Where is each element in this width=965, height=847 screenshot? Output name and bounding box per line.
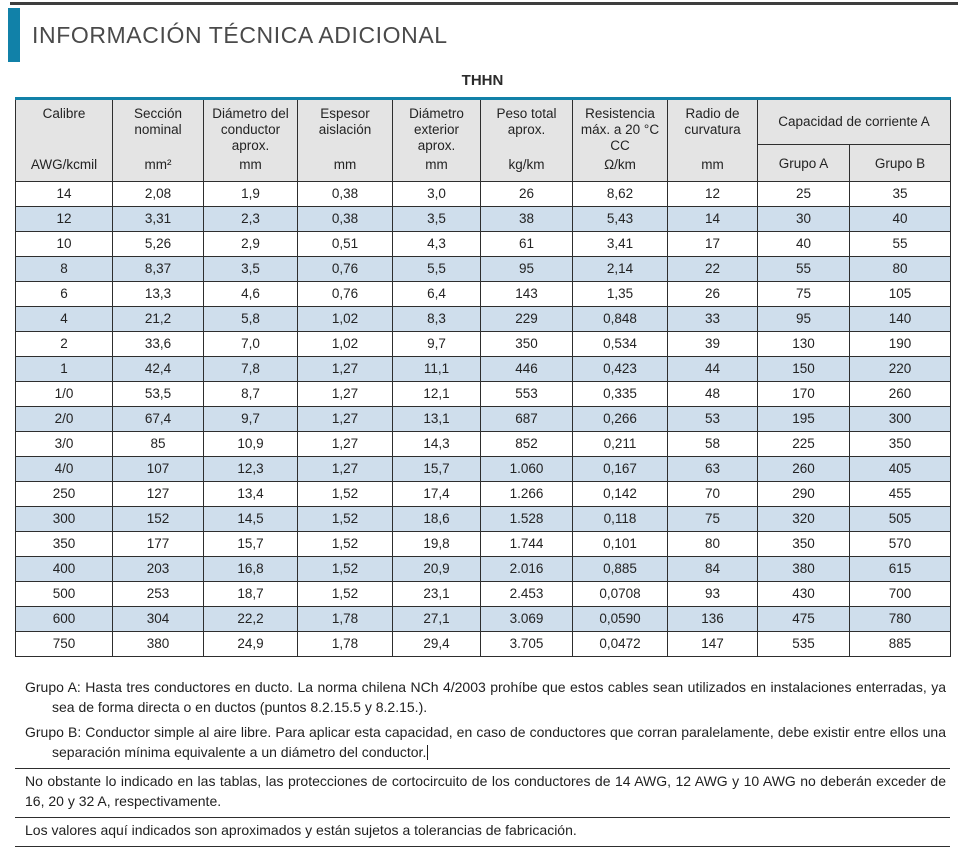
table-cell: 14,3 [393, 432, 481, 457]
calibre-cell: 14 [16, 182, 113, 207]
table-cell: 885 [850, 632, 951, 657]
table-cell: 80 [850, 257, 951, 282]
table-cell: 9,7 [393, 332, 481, 357]
column-header [204, 99, 298, 182]
table-cell: 300 [850, 407, 951, 432]
table-cell: 53,5 [113, 382, 204, 407]
table-cell: 5,43 [573, 207, 668, 232]
table-cell: 380 [113, 632, 204, 657]
table-cell: 48 [668, 382, 758, 407]
table-cell: 24,9 [204, 632, 298, 657]
table-cell: 0,0472 [573, 632, 668, 657]
table-cell: 195 [758, 407, 850, 432]
table-cell: 1,52 [298, 532, 393, 557]
table-cell: 8,3 [393, 307, 481, 332]
table-cell: 225 [758, 432, 850, 457]
column-header-grupo-b: Grupo B [850, 145, 951, 182]
table-cell: 14 [668, 207, 758, 232]
table-cell: 0,142 [573, 482, 668, 507]
column-header [298, 99, 393, 182]
table-cell: 1,52 [298, 507, 393, 532]
table-cell: 7,8 [204, 357, 298, 382]
table-cell: 29,4 [393, 632, 481, 657]
calibre-cell: 2 [16, 332, 113, 357]
page-title: INFORMACIÓN TÉCNICA ADICIONAL [32, 21, 448, 48]
table-row [16, 307, 951, 332]
note-grupo-a [15, 672, 950, 720]
calibre-cell: 1/0 [16, 382, 113, 407]
table-cell: 1,27 [298, 432, 393, 457]
table-cell: 152 [113, 507, 204, 532]
table-cell: 0,534 [573, 332, 668, 357]
table-cell: 1,02 [298, 307, 393, 332]
table-cell: 5,26 [113, 232, 204, 257]
table-row [16, 207, 951, 232]
table-cell: 3.069 [481, 607, 573, 632]
table-cell: 1.744 [481, 532, 573, 557]
table-cell: 700 [850, 582, 951, 607]
table-cell: 12,1 [393, 382, 481, 407]
table-cell: 2,08 [113, 182, 204, 207]
table-cell: 4,3 [393, 232, 481, 257]
table-row [16, 232, 951, 257]
table-cell: 8,7 [204, 382, 298, 407]
table-cell: 1,27 [298, 457, 393, 482]
table-cell: 852 [481, 432, 573, 457]
table-cell: 13,3 [113, 282, 204, 307]
calibre-cell: 4/0 [16, 457, 113, 482]
table-cell: 13,4 [204, 482, 298, 507]
column-title: Resistencia máx. a 20 °C CC [580, 106, 660, 153]
calibre-cell: 12 [16, 207, 113, 232]
table-row [16, 282, 951, 307]
table-cell: 475 [758, 607, 850, 632]
table-cell: 380 [758, 557, 850, 582]
table-cell: 229 [481, 307, 573, 332]
calibre-cell: 2/0 [16, 407, 113, 432]
column-header [668, 99, 758, 182]
table-row [16, 257, 951, 282]
table-cell: 150 [758, 357, 850, 382]
table-cell: 0,38 [298, 207, 393, 232]
calibre-cell: 500 [16, 582, 113, 607]
table-cell: 3,41 [573, 232, 668, 257]
table-cell: 7,0 [204, 332, 298, 357]
table-row [16, 457, 951, 482]
table-cell: 84 [668, 557, 758, 582]
table-cell: 253 [113, 582, 204, 607]
column-unit: mm [333, 157, 357, 172]
table-cell: 535 [758, 632, 850, 657]
table-cell: 0,211 [573, 432, 668, 457]
calibre-cell: 10 [16, 232, 113, 257]
table-cell: 17 [668, 232, 758, 257]
table-cell: 85 [113, 432, 204, 457]
column-title: Calibre [42, 106, 86, 121]
table-row [16, 407, 951, 432]
table-cell: 5,5 [393, 257, 481, 282]
table-cell: 170 [758, 382, 850, 407]
table-cell: 0,423 [573, 357, 668, 382]
table-cell: 3,5 [204, 257, 298, 282]
table-cell: 3,31 [113, 207, 204, 232]
table-cell: 15,7 [204, 532, 298, 557]
table-cell: 33 [668, 307, 758, 332]
note-short-circuit: No obstante lo indicado en las tablas, las protecciones de cortocircuito de los conductores de 14 AWG, 12 AWG y 10 AWG no deberán exceder de 16, 20 y 32 A, respectivamente. [25, 773, 946, 809]
column-header-grupo-a: Grupo A [758, 145, 850, 182]
table-cell: 0,101 [573, 532, 668, 557]
table-cell: 63 [668, 457, 758, 482]
table-cell: 1,52 [298, 582, 393, 607]
column-unit: mm [701, 157, 724, 172]
table-cell: 53 [668, 407, 758, 432]
table-cell: 1.528 [481, 507, 573, 532]
column-unit: kg/km [508, 157, 545, 172]
table-cell: 2,14 [573, 257, 668, 282]
note-grupo-b [15, 720, 950, 765]
table-cell: 260 [758, 457, 850, 482]
table-row [16, 507, 951, 532]
thhn-spec-table [15, 97, 951, 657]
table-cell: 3.705 [481, 632, 573, 657]
table-cell: 13,1 [393, 407, 481, 432]
table-cell: 38 [481, 207, 573, 232]
table-cell: 61 [481, 232, 573, 257]
column-header [481, 99, 573, 182]
table-cell: 12 [668, 182, 758, 207]
table-row [16, 332, 951, 357]
table-cell: 2,3 [204, 207, 298, 232]
table-cell: 570 [850, 532, 951, 557]
table-cell: 1,27 [298, 382, 393, 407]
table-cell: 18,6 [393, 507, 481, 532]
table-cell: 0,0590 [573, 607, 668, 632]
column-unit: Ω/km [604, 157, 636, 172]
table-cell: 2.453 [481, 582, 573, 607]
table-cell: 0,167 [573, 457, 668, 482]
table-cell: 10,9 [204, 432, 298, 457]
table-cell: 25 [758, 182, 850, 207]
page-header [8, 8, 448, 62]
table-row [16, 607, 951, 632]
table-row [16, 582, 951, 607]
table-cell: 27,1 [393, 607, 481, 632]
table-cell: 1,78 [298, 607, 393, 632]
table-cell: 26 [668, 282, 758, 307]
table-cell: 21,2 [113, 307, 204, 332]
table-cell: 0,51 [298, 232, 393, 257]
table-cell: 42,4 [113, 357, 204, 382]
footnotes [15, 672, 950, 847]
table-cell: 20,9 [393, 557, 481, 582]
table-cell: 405 [850, 457, 951, 482]
table-cell: 33,6 [113, 332, 204, 357]
table-cell: 18,7 [204, 582, 298, 607]
table-cell: 11,1 [393, 357, 481, 382]
column-unit: mm [425, 157, 448, 172]
column-title: Sección nominal [133, 106, 183, 137]
table-cell: 19,8 [393, 532, 481, 557]
table-row [16, 482, 951, 507]
table-body [16, 182, 951, 657]
calibre-cell: 8 [16, 257, 113, 282]
table-cell: 350 [850, 432, 951, 457]
note-grupo-b-text: Grupo B: Conductor simple al aire libre. Para aplicar esta capacidad, en caso de conductores que corran paralelamente, debe existir entre ellos una separación mínima equivalente a un diámetro del conductor. [25, 724, 946, 760]
table-cell: 22,2 [204, 607, 298, 632]
table-cell: 0,0708 [573, 582, 668, 607]
table-cell: 95 [481, 257, 573, 282]
table-cell: 44 [668, 357, 758, 382]
table-cell: 1,35 [573, 282, 668, 307]
table-cell: 1,52 [298, 482, 393, 507]
table-cell: 0,848 [573, 307, 668, 332]
table-cell: 0,76 [298, 282, 393, 307]
table-cell: 1.060 [481, 457, 573, 482]
calibre-cell: 400 [16, 557, 113, 582]
table-cell: 203 [113, 557, 204, 582]
table-row [16, 557, 951, 582]
column-header [113, 99, 204, 182]
column-title: Diámetro exterior aprox. [409, 106, 464, 153]
column-header [16, 99, 113, 182]
table-cell: 16,8 [204, 557, 298, 582]
table-cell: 4,6 [204, 282, 298, 307]
table-cell: 12,3 [204, 457, 298, 482]
table-cell: 8,37 [113, 257, 204, 282]
table-cell: 70 [668, 482, 758, 507]
column-title: Radio de curvatura [684, 106, 741, 137]
table-cell: 8,62 [573, 182, 668, 207]
table-cell: 9,7 [204, 407, 298, 432]
table-cell: 35 [850, 182, 951, 207]
text-cursor [427, 745, 428, 760]
table-row [16, 382, 951, 407]
table-header [16, 99, 951, 182]
table-cell: 147 [668, 632, 758, 657]
header-row-main [16, 99, 951, 145]
table-cell: 350 [481, 332, 573, 357]
table-cell: 1,27 [298, 407, 393, 432]
table-cell: 55 [758, 257, 850, 282]
top-rule [10, 2, 958, 5]
column-unit: AWG/kcmil [30, 157, 98, 172]
table-cell: 0,335 [573, 382, 668, 407]
table-cell: 190 [850, 332, 951, 357]
table-row [16, 432, 951, 457]
table-cell: 0,266 [573, 407, 668, 432]
table-cell: 40 [758, 232, 850, 257]
table-cell: 22 [668, 257, 758, 282]
table-cell: 26 [481, 182, 573, 207]
table-cell: 1,78 [298, 632, 393, 657]
table-cell: 505 [850, 507, 951, 532]
table-cell: 93 [668, 582, 758, 607]
table-cell: 780 [850, 607, 951, 632]
table-cell: 0,38 [298, 182, 393, 207]
table-cell: 143 [481, 282, 573, 307]
calibre-cell: 600 [16, 607, 113, 632]
table-cell: 1.266 [481, 482, 573, 507]
table-row [16, 182, 951, 207]
column-header [393, 99, 481, 182]
calibre-cell: 1 [16, 357, 113, 382]
table-cell: 5,8 [204, 307, 298, 332]
table-cell: 58 [668, 432, 758, 457]
table-cell: 0,76 [298, 257, 393, 282]
table-cell: 23,1 [393, 582, 481, 607]
table-cell: 75 [758, 282, 850, 307]
table-cell: 3,0 [393, 182, 481, 207]
calibre-cell: 6 [16, 282, 113, 307]
calibre-cell: 350 [16, 532, 113, 557]
calibre-cell: 3/0 [16, 432, 113, 457]
table-cell: 260 [850, 382, 951, 407]
table-cell: 67,4 [113, 407, 204, 432]
table-cell: 177 [113, 532, 204, 557]
table-cell: 220 [850, 357, 951, 382]
calibre-cell: 4 [16, 307, 113, 332]
table-cell: 80 [668, 532, 758, 557]
table-cell: 6,4 [393, 282, 481, 307]
table-cell: 75 [668, 507, 758, 532]
table-cell: 40 [850, 207, 951, 232]
table-cell: 1,52 [298, 557, 393, 582]
table-cell: 687 [481, 407, 573, 432]
note-grupo-a-text: Grupo A: Hasta tres conductores en ducto. La norma chilena NCh 4/2003 prohíbe que estos cables sean utilizados en instalaciones enterradas, ya sea de forma directa o en ductos (puntos 8.2.15.5 y 8.2.15.). [25, 679, 946, 715]
table-cell: 455 [850, 482, 951, 507]
table-cell: 15,7 [393, 457, 481, 482]
table-row [16, 632, 951, 657]
table-cell: 320 [758, 507, 850, 532]
column-unit: mm² [144, 157, 172, 172]
table-cell: 0,885 [573, 557, 668, 582]
table-cell: 3,5 [393, 207, 481, 232]
column-title: Peso total aprox. [496, 106, 557, 137]
table-cell: 127 [113, 482, 204, 507]
table-cell: 0,118 [573, 507, 668, 532]
column-title: Diámetro del conductor aprox. [212, 106, 289, 153]
table-cell: 290 [758, 482, 850, 507]
table-cell: 615 [850, 557, 951, 582]
table-cell: 30 [758, 207, 850, 232]
table-cell: 14,5 [204, 507, 298, 532]
table-cell: 136 [668, 607, 758, 632]
table-cell: 17,4 [393, 482, 481, 507]
table-cell: 350 [758, 532, 850, 557]
column-header [573, 99, 668, 182]
table-cell: 2,9 [204, 232, 298, 257]
table-cell: 140 [850, 307, 951, 332]
table-cell: 105 [850, 282, 951, 307]
table-cell: 1,02 [298, 332, 393, 357]
table-cell: 1,27 [298, 357, 393, 382]
column-unit: mm [239, 157, 262, 172]
table-row [16, 532, 951, 557]
calibre-cell: 300 [16, 507, 113, 532]
calibre-cell: 250 [16, 482, 113, 507]
table-row [16, 357, 951, 382]
table-cell: 39 [668, 332, 758, 357]
table-cell: 130 [758, 332, 850, 357]
column-title: Espesor aislación [318, 106, 372, 137]
table-cell: 1,9 [204, 182, 298, 207]
table-cell: 55 [850, 232, 951, 257]
table-cell: 430 [758, 582, 850, 607]
table-cell: 553 [481, 382, 573, 407]
table-cell: 107 [113, 457, 204, 482]
table-cell: 95 [758, 307, 850, 332]
column-header-capacidad: Capacidad de corriente A [758, 99, 951, 145]
table-cell: 304 [113, 607, 204, 632]
calibre-cell: 750 [16, 632, 113, 657]
note-tolerances: Los valores aquí indicados son aproximados y están sujetos a tolerancias de fabricación. [25, 822, 577, 838]
accent-bar [8, 8, 20, 62]
table-cell: 2.016 [481, 557, 573, 582]
table-subtitle-thhn: THHN [461, 72, 504, 89]
table-cell: 446 [481, 357, 573, 382]
